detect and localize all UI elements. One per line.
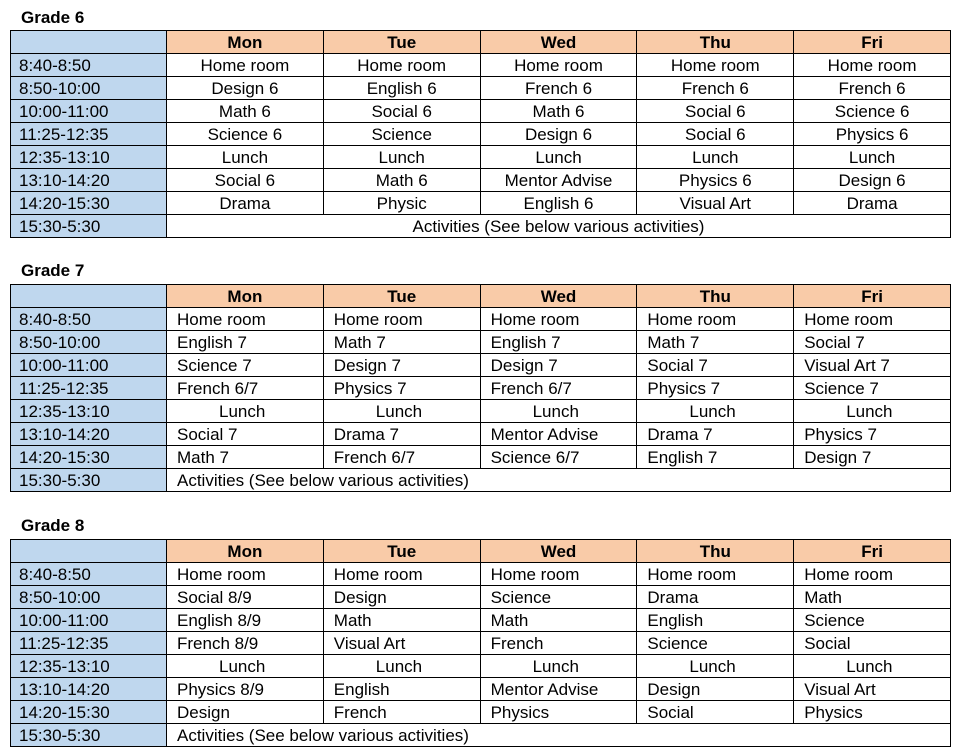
time-slot: 12:35-13:10: [11, 146, 167, 169]
table-row: [11, 377, 951, 400]
time-slot: 14:20-15:30: [11, 192, 167, 215]
time-slot: 8:50-10:00: [11, 331, 167, 354]
class-cell: Drama 7: [637, 423, 794, 446]
class-cell: Social 7: [167, 423, 324, 446]
class-cell: English 7: [167, 331, 324, 354]
class-cell: Drama: [637, 586, 794, 609]
class-cell: Social: [794, 632, 951, 655]
class-cell: Design 6: [480, 123, 637, 146]
class-cell: Home room: [167, 54, 324, 77]
class-cell: Science 7: [167, 354, 324, 377]
class-cell: French 6/7: [480, 377, 637, 400]
class-cell: Lunch: [794, 146, 951, 169]
class-cell: Visual Art: [323, 632, 480, 655]
header-corner: [11, 540, 167, 563]
class-cell: Home room: [167, 308, 324, 331]
class-cell: Drama: [167, 192, 324, 215]
table-row: [11, 77, 951, 100]
class-cell: Lunch: [794, 655, 951, 678]
class-cell: Lunch: [323, 400, 480, 423]
time-slot: 13:10-14:20: [11, 169, 167, 192]
class-cell: English 8/9: [167, 609, 324, 632]
class-cell: Social 6: [637, 123, 794, 146]
class-cell: Home room: [637, 308, 794, 331]
day-header-wed: Wed: [480, 31, 637, 54]
class-cell: Home room: [794, 54, 951, 77]
class-cell: Visual Art 7: [794, 354, 951, 377]
grade8-timetable: [10, 539, 951, 747]
activities-cell: Activities (See below various activities): [167, 469, 951, 492]
day-header-mon: Mon: [167, 540, 324, 563]
class-cell: Drama 7: [323, 423, 480, 446]
class-cell: Science 6: [794, 100, 951, 123]
class-cell: Home room: [637, 563, 794, 586]
table-row: [11, 446, 951, 469]
class-cell: Lunch: [323, 655, 480, 678]
table-row: [11, 586, 951, 609]
day-header-wed: Wed: [480, 285, 637, 308]
class-cell: Lunch: [794, 400, 951, 423]
class-cell: Science 6: [167, 123, 324, 146]
class-cell: Social 8/9: [167, 586, 324, 609]
table-row: [11, 400, 951, 423]
time-slot: 12:35-13:10: [11, 655, 167, 678]
class-cell: Math 6: [323, 169, 480, 192]
grade7-timetable: [10, 284, 951, 492]
table-row: [11, 54, 951, 77]
class-cell: Science: [637, 632, 794, 655]
time-slot: 13:10-14:20: [11, 423, 167, 446]
table-row: [11, 609, 951, 632]
class-cell: Lunch: [167, 146, 324, 169]
table-row: [11, 701, 951, 724]
grade7-title: Grade 7: [21, 261, 85, 280]
grade6-timetable: [10, 30, 951, 238]
time-slot: 10:00-11:00: [11, 100, 167, 123]
time-slot: 15:30-5:30: [11, 724, 167, 747]
class-cell: Home room: [480, 563, 637, 586]
class-cell: Home room: [323, 54, 480, 77]
table-row: [11, 331, 951, 354]
class-cell: Home room: [637, 54, 794, 77]
class-cell: Math 7: [167, 446, 324, 469]
class-cell: Lunch: [637, 146, 794, 169]
table-row: [11, 169, 951, 192]
class-cell: Design: [167, 701, 324, 724]
class-cell: Physics 8/9: [167, 678, 324, 701]
class-cell: French 6: [794, 77, 951, 100]
day-header-thu: Thu: [637, 285, 794, 308]
grade6-title: Grade 6: [21, 8, 85, 27]
table-row: [11, 123, 951, 146]
class-cell: English: [323, 678, 480, 701]
class-cell: English 6: [323, 77, 480, 100]
header-corner: [11, 285, 167, 308]
class-cell: Social 7: [637, 354, 794, 377]
class-cell: Home room: [480, 54, 637, 77]
table-row: [11, 215, 951, 238]
time-slot: 10:00-11:00: [11, 609, 167, 632]
table-row: [11, 192, 951, 215]
class-cell: Design 7: [794, 446, 951, 469]
class-cell: English 6: [480, 192, 637, 215]
class-cell: French: [480, 632, 637, 655]
class-cell: Math: [794, 586, 951, 609]
time-slot: 8:40-8:50: [11, 308, 167, 331]
day-header-thu: Thu: [637, 540, 794, 563]
class-cell: Science 7: [794, 377, 951, 400]
time-slot: 11:25-12:35: [11, 377, 167, 400]
day-header-tue: Tue: [323, 31, 480, 54]
class-cell: English: [637, 609, 794, 632]
grade8-title: Grade 8: [21, 516, 85, 535]
class-cell: Social: [637, 701, 794, 724]
table-row: [11, 678, 951, 701]
class-cell: Social 6: [637, 100, 794, 123]
class-cell: Science 6/7: [480, 446, 637, 469]
class-cell: French: [323, 701, 480, 724]
grade7-header-row: [11, 285, 951, 308]
time-slot: 14:20-15:30: [11, 446, 167, 469]
class-cell: Lunch: [637, 400, 794, 423]
class-cell: Design 6: [167, 77, 324, 100]
class-cell: Social 6: [167, 169, 324, 192]
class-cell: Math 6: [480, 100, 637, 123]
class-cell: Lunch: [637, 655, 794, 678]
class-cell: Design 6: [794, 169, 951, 192]
class-cell: French 8/9: [167, 632, 324, 655]
class-cell: Mentor Advise: [480, 678, 637, 701]
class-cell: Math 7: [323, 331, 480, 354]
class-cell: Design 7: [323, 354, 480, 377]
time-slot: 14:20-15:30: [11, 701, 167, 724]
header-corner: [11, 31, 167, 54]
activities-cell: Activities (See below various activities): [167, 215, 951, 238]
class-cell: Lunch: [480, 655, 637, 678]
class-cell: Science: [480, 586, 637, 609]
grade8-header-row: [11, 540, 951, 563]
class-cell: English 7: [637, 446, 794, 469]
class-cell: Design: [637, 678, 794, 701]
class-cell: Physics: [794, 701, 951, 724]
table-row: [11, 423, 951, 446]
class-cell: Lunch: [480, 400, 637, 423]
class-cell: Physics 7: [323, 377, 480, 400]
class-cell: Home room: [480, 308, 637, 331]
table-row: [11, 308, 951, 331]
class-cell: Lunch: [480, 146, 637, 169]
time-slot: 10:00-11:00: [11, 354, 167, 377]
class-cell: Mentor Advise: [480, 423, 637, 446]
table-row: [11, 724, 951, 747]
class-cell: Math: [323, 609, 480, 632]
class-cell: Design 7: [480, 354, 637, 377]
grade6-header-row: [11, 31, 951, 54]
table-row: [11, 632, 951, 655]
class-cell: French 6: [637, 77, 794, 100]
time-slot: 8:50-10:00: [11, 586, 167, 609]
day-header-mon: Mon: [167, 31, 324, 54]
class-cell: Math 6: [167, 100, 324, 123]
table-row: [11, 146, 951, 169]
class-cell: Home room: [794, 308, 951, 331]
day-header-thu: Thu: [637, 31, 794, 54]
class-cell: Physics 6: [637, 169, 794, 192]
class-cell: Physics 6: [794, 123, 951, 146]
table-row: [11, 655, 951, 678]
class-cell: Home room: [323, 308, 480, 331]
class-cell: Visual Art: [794, 678, 951, 701]
class-cell: Physics 7: [794, 423, 951, 446]
table-row: [11, 469, 951, 492]
table-row: [11, 100, 951, 123]
table-row: [11, 354, 951, 377]
class-cell: Lunch: [167, 400, 324, 423]
class-cell: Physics 7: [637, 377, 794, 400]
activities-cell: Activities (See below various activities): [167, 724, 951, 747]
class-cell: French 6/7: [323, 446, 480, 469]
day-header-fri: Fri: [794, 285, 951, 308]
class-cell: French 6/7: [167, 377, 324, 400]
class-cell: Mentor Advise: [480, 169, 637, 192]
class-cell: Science: [794, 609, 951, 632]
class-cell: Home room: [794, 563, 951, 586]
day-header-fri: Fri: [794, 31, 951, 54]
class-cell: Lunch: [167, 655, 324, 678]
class-cell: Drama: [794, 192, 951, 215]
class-cell: Physic: [323, 192, 480, 215]
class-cell: Science: [323, 123, 480, 146]
day-header-tue: Tue: [323, 285, 480, 308]
class-cell: Math 7: [637, 331, 794, 354]
class-cell: Lunch: [323, 146, 480, 169]
class-cell: Home room: [323, 563, 480, 586]
class-cell: Home room: [167, 563, 324, 586]
day-header-fri: Fri: [794, 540, 951, 563]
time-slot: 15:30-5:30: [11, 215, 167, 238]
time-slot: 8:40-8:50: [11, 54, 167, 77]
class-cell: Physics: [480, 701, 637, 724]
time-slot: 12:35-13:10: [11, 400, 167, 423]
class-cell: French 6: [480, 77, 637, 100]
class-cell: Design: [323, 586, 480, 609]
time-slot: 11:25-12:35: [11, 632, 167, 655]
time-slot: 13:10-14:20: [11, 678, 167, 701]
time-slot: 11:25-12:35: [11, 123, 167, 146]
time-slot: 8:50-10:00: [11, 77, 167, 100]
class-cell: Math: [480, 609, 637, 632]
time-slot: 15:30-5:30: [11, 469, 167, 492]
table-row: [11, 563, 951, 586]
class-cell: Visual Art: [637, 192, 794, 215]
day-header-mon: Mon: [167, 285, 324, 308]
class-cell: English 7: [480, 331, 637, 354]
time-slot: 8:40-8:50: [11, 563, 167, 586]
class-cell: Social 6: [323, 100, 480, 123]
day-header-wed: Wed: [480, 540, 637, 563]
day-header-tue: Tue: [323, 540, 480, 563]
class-cell: Social 7: [794, 331, 951, 354]
